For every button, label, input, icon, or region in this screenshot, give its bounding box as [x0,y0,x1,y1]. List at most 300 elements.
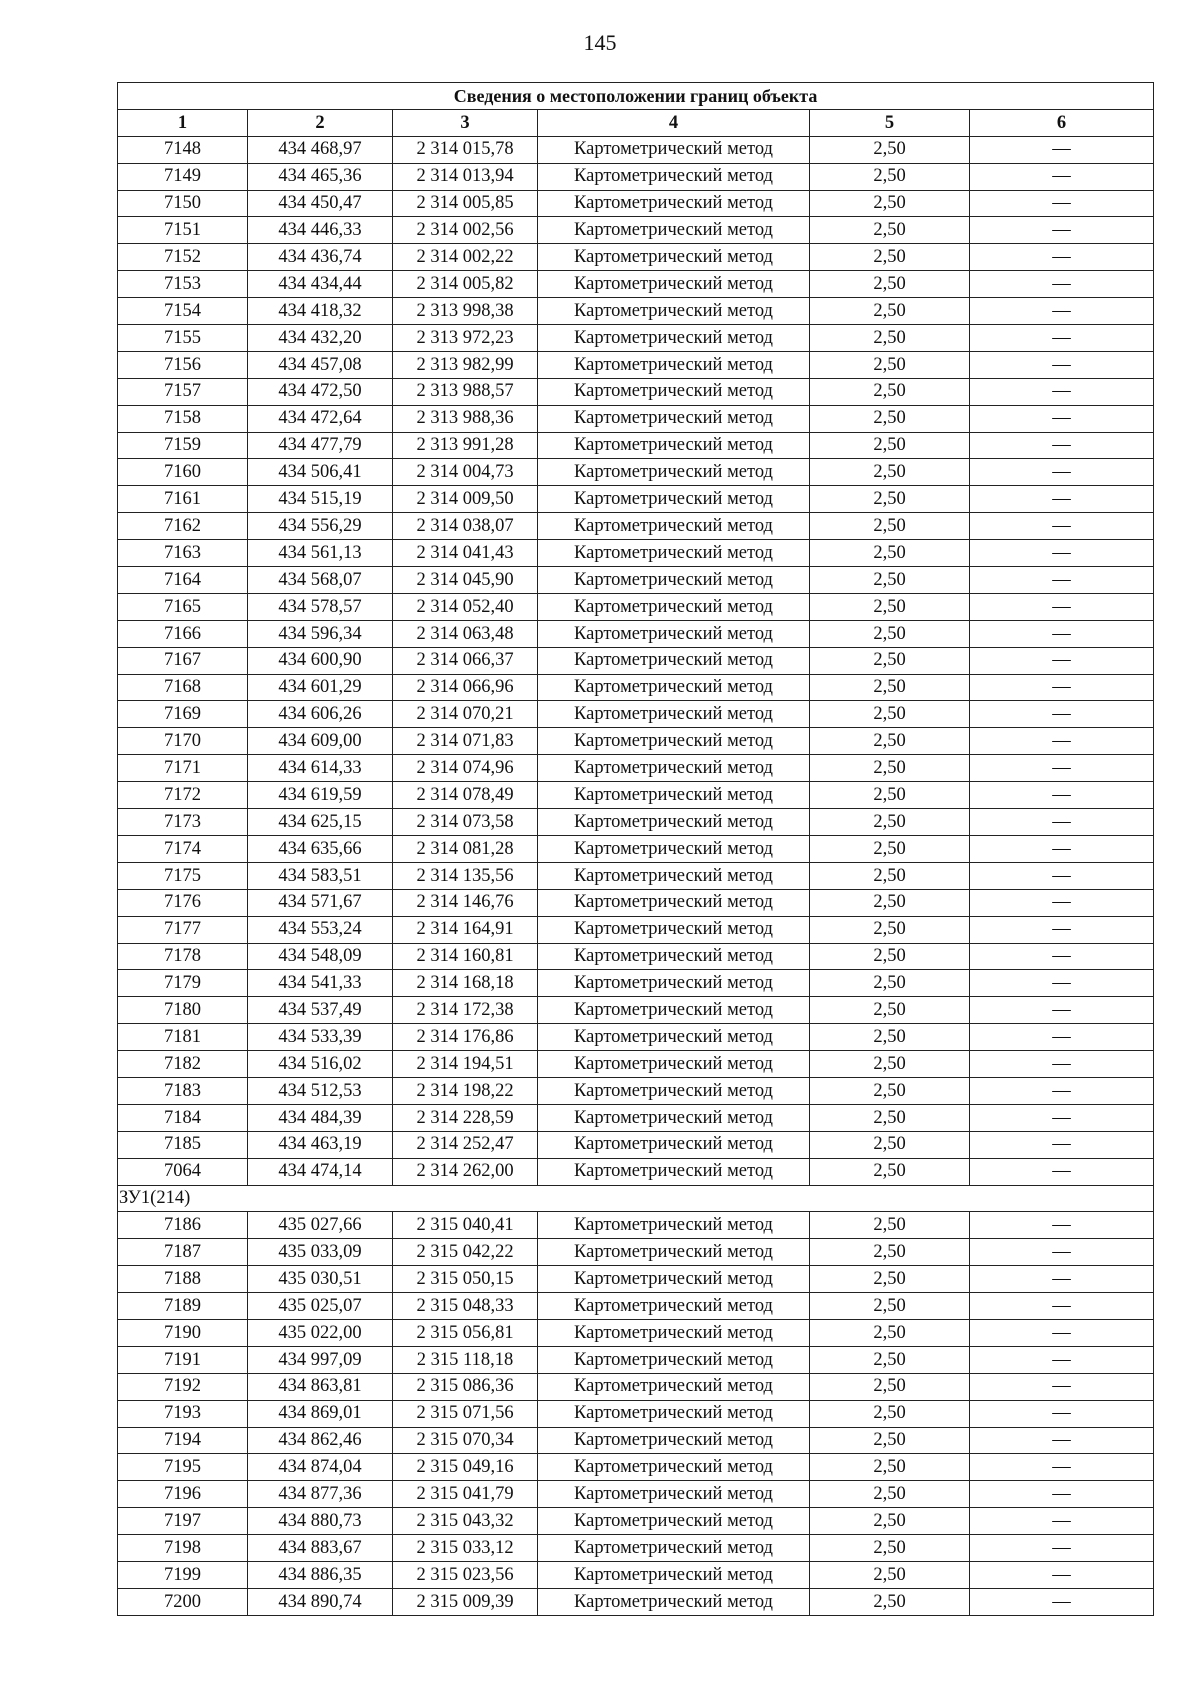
accuracy-cell: 2,50 [810,889,970,916]
y-coordinate-cell: 2 314 015,78 [393,136,538,163]
y-coordinate-cell: 2 314 041,43 [393,540,538,567]
table-row [118,1024,1154,1051]
y-coordinate-cell: 2 315 086,36 [393,1373,538,1400]
method-cell: Картометрический метод [538,1239,810,1266]
description-cell: — [970,1481,1154,1508]
description-cell: — [970,271,1154,298]
point-number-cell: 7155 [118,325,248,352]
accuracy-cell: 2,50 [810,325,970,352]
point-number-cell: 7189 [118,1293,248,1320]
y-coordinate-cell: 2 314 066,37 [393,647,538,674]
accuracy-cell: 2,50 [810,1346,970,1373]
x-coordinate-cell: 434 457,08 [248,351,393,378]
table-row [118,997,1154,1024]
method-cell: Картометрический метод [538,271,810,298]
method-cell: Картометрический метод [538,1158,810,1185]
table-row [118,809,1154,836]
table-row [118,647,1154,674]
accuracy-cell: 2,50 [810,1508,970,1535]
description-cell: — [970,997,1154,1024]
table-row [118,567,1154,594]
point-number-cell: 7163 [118,540,248,567]
accuracy-cell: 2,50 [810,728,970,755]
accuracy-cell: 2,50 [810,1077,970,1104]
description-cell: — [970,190,1154,217]
point-number-cell: 7166 [118,620,248,647]
method-cell: Картометрический метод [538,1293,810,1320]
point-number-cell: 7157 [118,378,248,405]
y-coordinate-cell: 2 315 040,41 [393,1212,538,1239]
y-coordinate-cell: 2 314 066,96 [393,674,538,701]
accuracy-cell: 2,50 [810,1319,970,1346]
point-number-cell: 7152 [118,244,248,271]
point-number-cell: 7159 [118,432,248,459]
description-cell: — [970,1239,1154,1266]
y-coordinate-cell: 2 315 033,12 [393,1535,538,1562]
point-number-cell: 7181 [118,1024,248,1051]
description-cell: — [970,459,1154,486]
y-coordinate-cell: 2 314 164,91 [393,916,538,943]
accuracy-cell: 2,50 [810,244,970,271]
y-coordinate-cell: 2 314 262,00 [393,1158,538,1185]
y-coordinate-cell: 2 315 041,79 [393,1481,538,1508]
section-row [118,1185,1154,1212]
x-coordinate-cell: 434 472,50 [248,378,393,405]
description-cell: — [970,755,1154,782]
x-coordinate-cell: 434 434,44 [248,271,393,298]
x-coordinate-cell: 434 619,59 [248,782,393,809]
accuracy-cell: 2,50 [810,862,970,889]
point-number-cell: 7167 [118,647,248,674]
x-coordinate-cell: 434 862,46 [248,1427,393,1454]
method-cell: Картометрический метод [538,1104,810,1131]
description-cell: — [970,970,1154,997]
method-cell: Картометрический метод [538,513,810,540]
point-number-cell: 7187 [118,1239,248,1266]
table-row [118,1535,1154,1562]
accuracy-cell: 2,50 [810,432,970,459]
y-coordinate-cell: 2 314 002,56 [393,217,538,244]
method-cell: Картометрический метод [538,728,810,755]
description-cell: — [970,1346,1154,1373]
y-coordinate-cell: 2 315 118,18 [393,1346,538,1373]
x-coordinate-cell: 434 515,19 [248,486,393,513]
description-cell: — [970,217,1154,244]
method-cell: Картометрический метод [538,325,810,352]
x-coordinate-cell: 434 886,35 [248,1561,393,1588]
method-cell: Картометрический метод [538,1131,810,1158]
method-cell: Картометрический метод [538,190,810,217]
description-cell: — [970,1508,1154,1535]
y-coordinate-cell: 2 315 056,81 [393,1319,538,1346]
point-number-cell: 7183 [118,1077,248,1104]
method-cell: Картометрический метод [538,1319,810,1346]
point-number-cell: 7151 [118,217,248,244]
description-cell: — [970,674,1154,701]
accuracy-cell: 2,50 [810,163,970,190]
table-row [118,190,1154,217]
description-cell: — [970,432,1154,459]
column-number-row [118,109,1154,136]
x-coordinate-cell: 434 446,33 [248,217,393,244]
table-row [118,1077,1154,1104]
description-cell: — [970,916,1154,943]
accuracy-cell: 2,50 [810,809,970,836]
method-cell: Картометрический метод [538,1535,810,1562]
x-coordinate-cell: 434 516,02 [248,1051,393,1078]
x-coordinate-cell: 434 863,81 [248,1373,393,1400]
x-coordinate-cell: 434 583,51 [248,862,393,889]
point-number-cell: 7169 [118,701,248,728]
point-number-cell: 7160 [118,459,248,486]
method-cell: Картометрический метод [538,486,810,513]
y-coordinate-cell: 2 314 074,96 [393,755,538,782]
x-coordinate-cell: 435 025,07 [248,1293,393,1320]
x-coordinate-cell: 434 571,67 [248,889,393,916]
method-cell: Картометрический метод [538,755,810,782]
x-coordinate-cell: 435 027,66 [248,1212,393,1239]
table-row [118,674,1154,701]
x-coordinate-cell: 434 614,33 [248,755,393,782]
description-cell: — [970,567,1154,594]
point-number-cell: 7185 [118,1131,248,1158]
table-row [118,540,1154,567]
accuracy-cell: 2,50 [810,136,970,163]
x-coordinate-cell: 434 556,29 [248,513,393,540]
y-coordinate-cell: 2 314 063,48 [393,620,538,647]
description-cell: — [970,486,1154,513]
accuracy-cell: 2,50 [810,298,970,325]
x-coordinate-cell: 434 568,07 [248,567,393,594]
description-cell: — [970,1077,1154,1104]
column-number: 2 [248,109,393,136]
point-number-cell: 7178 [118,943,248,970]
table-row [118,1588,1154,1615]
accuracy-cell: 2,50 [810,1293,970,1320]
point-number-cell: 7148 [118,136,248,163]
table-row [118,620,1154,647]
x-coordinate-cell: 434 548,09 [248,943,393,970]
accuracy-cell: 2,50 [810,593,970,620]
x-coordinate-cell: 434 512,53 [248,1077,393,1104]
accuracy-cell: 2,50 [810,217,970,244]
point-number-cell: 7154 [118,298,248,325]
table-row [118,970,1154,997]
x-coordinate-cell: 434 883,67 [248,1535,393,1562]
method-cell: Картометрический метод [538,217,810,244]
point-number-cell: 7179 [118,970,248,997]
accuracy-cell: 2,50 [810,674,970,701]
table-row [118,1508,1154,1535]
table-row [118,916,1154,943]
y-coordinate-cell: 2 313 982,99 [393,351,538,378]
column-number: 6 [970,109,1154,136]
table-row [118,1266,1154,1293]
accuracy-cell: 2,50 [810,755,970,782]
table-row [118,1319,1154,1346]
x-coordinate-cell: 434 436,74 [248,244,393,271]
table-row [118,513,1154,540]
point-number-cell: 7182 [118,1051,248,1078]
y-coordinate-cell: 2 314 013,94 [393,163,538,190]
y-coordinate-cell: 2 314 160,81 [393,943,538,970]
y-coordinate-cell: 2 313 972,23 [393,325,538,352]
accuracy-cell: 2,50 [810,459,970,486]
y-coordinate-cell: 2 314 045,90 [393,567,538,594]
accuracy-cell: 2,50 [810,190,970,217]
method-cell: Картометрический метод [538,593,810,620]
description-cell: — [970,647,1154,674]
point-number-cell: 7188 [118,1266,248,1293]
accuracy-cell: 2,50 [810,647,970,674]
page-number: 145 [583,30,617,55]
method-cell: Картометрический метод [538,432,810,459]
method-cell: Картометрический метод [538,163,810,190]
method-cell: Картометрический метод [538,136,810,163]
method-cell: Картометрический метод [538,405,810,432]
table-title-row [118,83,1154,110]
table-row [118,755,1154,782]
y-coordinate-cell: 2 313 998,38 [393,298,538,325]
point-number-cell: 7170 [118,728,248,755]
x-coordinate-cell: 434 484,39 [248,1104,393,1131]
description-cell: — [970,1400,1154,1427]
column-number: 5 [810,109,970,136]
description-cell: — [970,244,1154,271]
y-coordinate-cell: 2 314 009,50 [393,486,538,513]
y-coordinate-cell: 2 314 194,51 [393,1051,538,1078]
x-coordinate-cell: 434 880,73 [248,1508,393,1535]
description-cell: — [970,1212,1154,1239]
description-cell: — [970,943,1154,970]
point-number-cell: 7164 [118,567,248,594]
description-cell: — [970,1535,1154,1562]
method-cell: Картометрический метод [538,378,810,405]
accuracy-cell: 2,50 [810,997,970,1024]
description-cell: — [970,1454,1154,1481]
table-row [118,1104,1154,1131]
column-number: 1 [118,109,248,136]
accuracy-cell: 2,50 [810,1427,970,1454]
description-cell: — [970,782,1154,809]
y-coordinate-cell: 2 314 168,18 [393,970,538,997]
y-coordinate-cell: 2 314 146,76 [393,889,538,916]
y-coordinate-cell: 2 315 050,15 [393,1266,538,1293]
table-row [118,271,1154,298]
x-coordinate-cell: 434 463,19 [248,1131,393,1158]
accuracy-cell: 2,50 [810,1051,970,1078]
table-row [118,593,1154,620]
accuracy-cell: 2,50 [810,1561,970,1588]
x-coordinate-cell: 434 635,66 [248,835,393,862]
y-coordinate-cell: 2 314 176,86 [393,1024,538,1051]
table-row [118,1293,1154,1320]
accuracy-cell: 2,50 [810,1131,970,1158]
method-cell: Картометрический метод [538,244,810,271]
table-row [118,835,1154,862]
point-number-cell: 7180 [118,997,248,1024]
x-coordinate-cell: 434 596,34 [248,620,393,647]
table-row [118,432,1154,459]
method-cell: Картометрический метод [538,1588,810,1615]
y-coordinate-cell: 2 314 071,83 [393,728,538,755]
x-coordinate-cell: 434 418,32 [248,298,393,325]
method-cell: Картометрический метод [538,1400,810,1427]
method-cell: Картометрический метод [538,809,810,836]
x-coordinate-cell: 434 432,20 [248,325,393,352]
table-row [118,1400,1154,1427]
point-number-cell: 7191 [118,1346,248,1373]
description-cell: — [970,1024,1154,1051]
description-cell: — [970,728,1154,755]
description-cell: — [970,163,1154,190]
point-number-cell: 7173 [118,809,248,836]
y-coordinate-cell: 2 314 002,22 [393,244,538,271]
x-coordinate-cell: 434 625,15 [248,809,393,836]
point-number-cell: 7156 [118,351,248,378]
x-coordinate-cell: 435 033,09 [248,1239,393,1266]
accuracy-cell: 2,50 [810,351,970,378]
accuracy-cell: 2,50 [810,782,970,809]
y-coordinate-cell: 2 315 009,39 [393,1588,538,1615]
y-coordinate-cell: 2 314 038,07 [393,513,538,540]
method-cell: Картометрический метод [538,351,810,378]
method-cell: Картометрический метод [538,970,810,997]
table-row [118,298,1154,325]
point-number-cell: 7194 [118,1427,248,1454]
point-number-cell: 7184 [118,1104,248,1131]
y-coordinate-cell: 2 314 073,58 [393,809,538,836]
table-row [118,405,1154,432]
table-row [118,378,1154,405]
table-row [118,351,1154,378]
x-coordinate-cell: 434 869,01 [248,1400,393,1427]
method-cell: Картометрический метод [538,943,810,970]
accuracy-cell: 2,50 [810,1454,970,1481]
accuracy-cell: 2,50 [810,540,970,567]
table-row [118,1427,1154,1454]
x-coordinate-cell: 434 472,64 [248,405,393,432]
table-row [118,244,1154,271]
table-row [118,217,1154,244]
x-coordinate-cell: 434 609,00 [248,728,393,755]
x-coordinate-cell: 434 877,36 [248,1481,393,1508]
description-cell: — [970,889,1154,916]
point-number-cell: 7186 [118,1212,248,1239]
column-number: 3 [393,109,538,136]
accuracy-cell: 2,50 [810,1373,970,1400]
point-number-cell: 7198 [118,1535,248,1562]
description-cell: — [970,1588,1154,1615]
accuracy-cell: 2,50 [810,567,970,594]
point-number-cell: 7162 [118,513,248,540]
table-row [118,782,1154,809]
x-coordinate-cell: 434 537,49 [248,997,393,1024]
description-cell: — [970,1131,1154,1158]
method-cell: Картометрический метод [538,1481,810,1508]
method-cell: Картометрический метод [538,1373,810,1400]
y-coordinate-cell: 2 314 228,59 [393,1104,538,1131]
point-number-cell: 7177 [118,916,248,943]
y-coordinate-cell: 2 314 052,40 [393,593,538,620]
method-cell: Картометрический метод [538,997,810,1024]
point-number-cell: 7190 [118,1319,248,1346]
description-cell: — [970,1266,1154,1293]
boundary-table [117,82,1154,1616]
accuracy-cell: 2,50 [810,701,970,728]
table-row [118,459,1154,486]
description-cell: — [970,325,1154,352]
table-row [118,1373,1154,1400]
y-coordinate-cell: 2 315 049,16 [393,1454,538,1481]
accuracy-cell: 2,50 [810,486,970,513]
description-cell: — [970,378,1154,405]
point-number-cell: 7174 [118,835,248,862]
table-row [118,1346,1154,1373]
description-cell: — [970,351,1154,378]
x-coordinate-cell: 434 561,13 [248,540,393,567]
accuracy-cell: 2,50 [810,970,970,997]
description-cell: — [970,835,1154,862]
point-number-cell: 7161 [118,486,248,513]
table-row [118,1454,1154,1481]
method-cell: Картометрический метод [538,1561,810,1588]
x-coordinate-cell: 434 450,47 [248,190,393,217]
table-row [118,701,1154,728]
point-number-cell: 7150 [118,190,248,217]
method-cell: Картометрический метод [538,782,810,809]
method-cell: Картометрический метод [538,1454,810,1481]
y-coordinate-cell: 2 314 198,22 [393,1077,538,1104]
point-number-cell: 7195 [118,1454,248,1481]
accuracy-cell: 2,50 [810,1588,970,1615]
description-cell: — [970,136,1154,163]
x-coordinate-cell: 434 533,39 [248,1024,393,1051]
point-number-cell: 7193 [118,1400,248,1427]
description-cell: — [970,513,1154,540]
description-cell: — [970,1104,1154,1131]
description-cell: — [970,1158,1154,1185]
accuracy-cell: 2,50 [810,1158,970,1185]
point-number-cell: 7175 [118,862,248,889]
method-cell: Картометрический метод [538,1024,810,1051]
table-row [118,1239,1154,1266]
description-cell: — [970,1319,1154,1346]
x-coordinate-cell: 434 874,04 [248,1454,393,1481]
description-cell: — [970,862,1154,889]
table-row [118,1561,1154,1588]
table-row [118,1481,1154,1508]
accuracy-cell: 2,50 [810,378,970,405]
method-cell: Картометрический метод [538,298,810,325]
point-number-cell: 7165 [118,593,248,620]
point-number-cell: 7196 [118,1481,248,1508]
x-coordinate-cell: 434 506,41 [248,459,393,486]
y-coordinate-cell: 2 315 070,34 [393,1427,538,1454]
x-coordinate-cell: 434 578,57 [248,593,393,620]
method-cell: Картометрический метод [538,459,810,486]
point-number-cell: 7168 [118,674,248,701]
method-cell: Картометрический метод [538,1427,810,1454]
table-row [118,943,1154,970]
accuracy-cell: 2,50 [810,405,970,432]
x-coordinate-cell: 434 890,74 [248,1588,393,1615]
accuracy-cell: 2,50 [810,1266,970,1293]
description-cell: — [970,1293,1154,1320]
table-row [118,728,1154,755]
y-coordinate-cell: 2 314 078,49 [393,782,538,809]
accuracy-cell: 2,50 [810,1212,970,1239]
